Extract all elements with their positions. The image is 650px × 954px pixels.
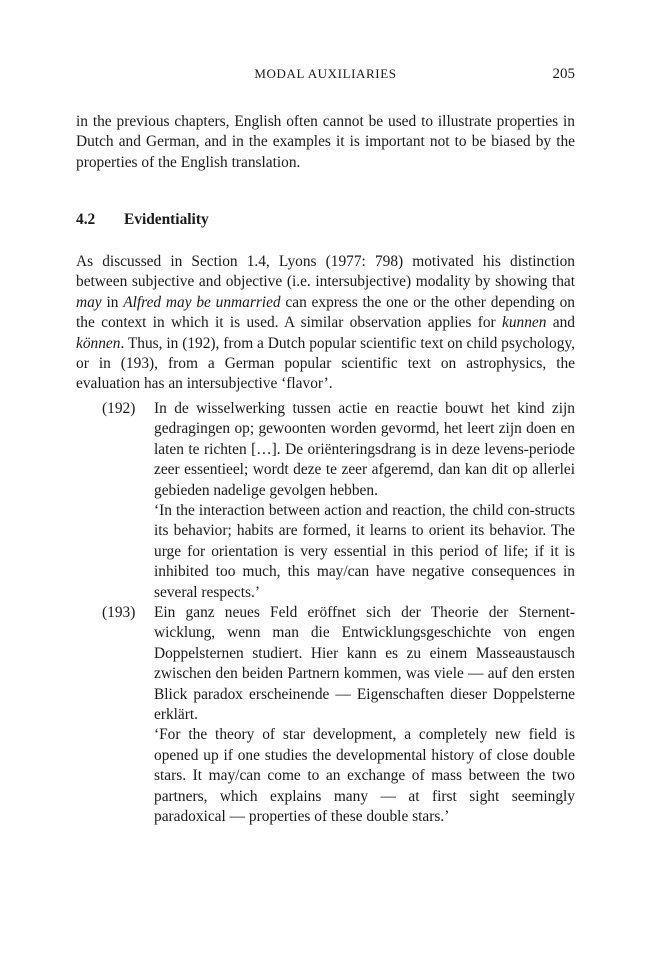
example-number: (192) <box>102 400 136 417</box>
example-number: (193) <box>102 604 136 621</box>
example-original-text: In de wisselwerking tussen actie en reactie bouwt het kind zijn gedragingen op; gewoonten worden gevormd, het leert zijn doen en laten te richten […]. De oriënteringsdrang is in deze levens-periode zeer essentieel; wordt deze te zeer afgeremd, dan kan dit op allerlei gebieden nadelige gevolgen hebben. <box>154 400 575 499</box>
example-translation: ‘For the theory of star development, a completely new field is opened up if one studies the developmental history of close double stars. It may/can come to an exchange of mass between the two partners, which explains many — at first sight seemingly paradoxical — properties of these double stars.’ <box>154 726 575 826</box>
body-italic-example-sentence: Alfred may be unmarried <box>123 293 281 311</box>
section-heading <box>76 209 209 231</box>
running-head-title: MODAL AUXILIARIES <box>254 66 397 81</box>
example-body <box>154 603 575 827</box>
body-italic-kunnen: kunnen <box>501 314 547 332</box>
example-original-text: Ein ganz neues Feld eröffnet sich der Theorie der Sternent-wicklung, wenn man die Entwicklungsgeschichte von engen Doppelsternen studiert. Hier kann es zu einem Masseaustausch zwischen den beiden Partnern kommen, was viele — auf den ersten Blick paradox erscheinende — Eigenschaften dieser Doppelsterne erklärt. <box>154 604 575 724</box>
body-text-5: . Thus, in (192), from a Dutch popular scientific text on child psychology, or in (193), from a German popular scientific text on astrophysics, the evaluation has an intersubjective ‘flavor’. <box>76 334 575 393</box>
example-192 <box>76 399 575 603</box>
example-translation: ‘In the interaction between action and reaction, the child con-structs its behavior; habits are formed, it learns to orient its behavior. The urge for orientation is very essential in this period of life; if it is inhibited too much, this may/can have negative consequences in several respects.’ <box>154 502 575 601</box>
body-paragraph <box>76 252 575 395</box>
example-body <box>154 399 575 603</box>
body-text-1: As discussed in Section 1.4, Lyons (1977: 798) motivated his distinction between subjective and objective (i.e. intersubjective) modality by showing that <box>76 253 575 291</box>
body-text-3: can express the one or the other depending on the context in which it is used. A similar observation applies for <box>76 293 575 332</box>
example-193 <box>76 603 575 827</box>
section-number: 4.2 <box>76 211 96 228</box>
body-text-2: in <box>101 293 124 311</box>
page-number: 205 <box>552 66 575 82</box>
body-italic-may: may <box>76 293 102 311</box>
section-title: Evidentiality <box>124 211 209 228</box>
intro-paragraph: in the previous chapters, English often cannot be used to illustrate properties in Dutch and German, and in the examples it is important not to be biased by the properties of the English translation. <box>76 113 575 171</box>
body-text-4: and <box>546 314 575 332</box>
body-italic-koennen: können <box>76 334 121 352</box>
